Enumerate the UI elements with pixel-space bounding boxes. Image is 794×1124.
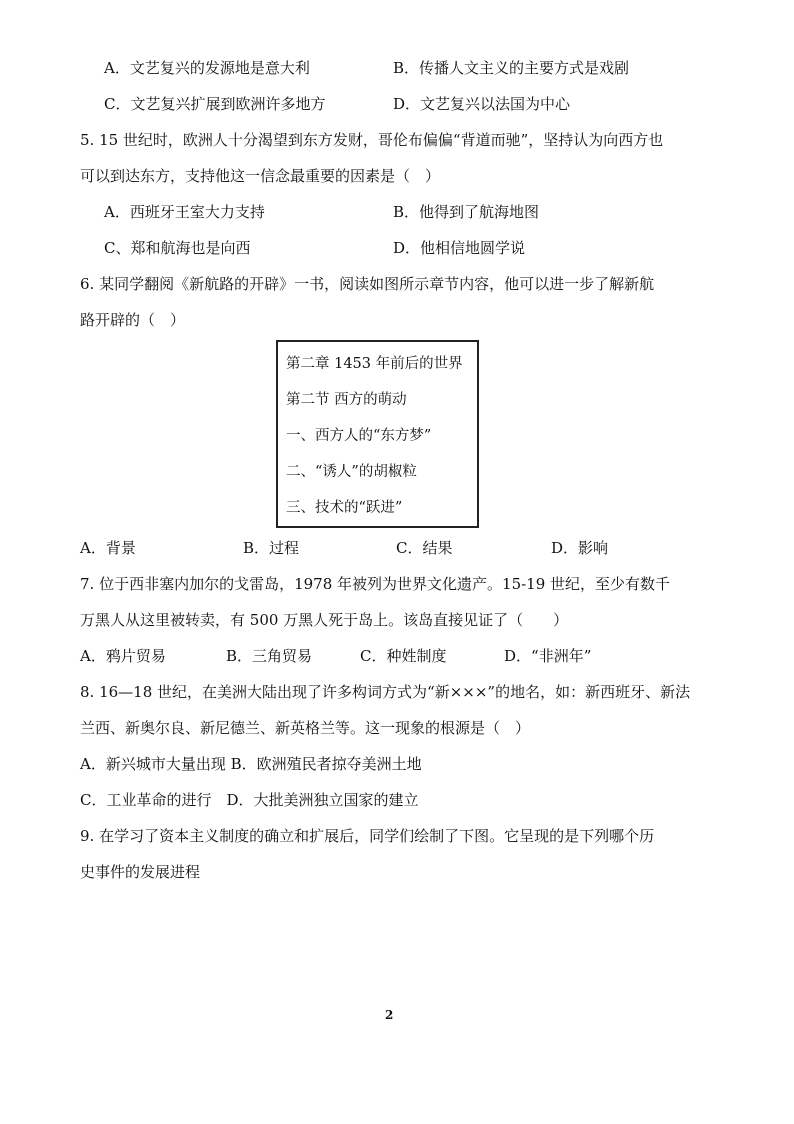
q4-option-d: D．文艺复兴以法国为中心: [393, 95, 571, 113]
q7-option-b: B．三角贸易: [226, 647, 313, 665]
q6-option-c: C．结果: [396, 539, 453, 557]
q8-options-ab: A．新兴城市大量出现 B．欧洲殖民者掠夺美洲土地: [80, 755, 422, 773]
q7-stem-line1: 7. 位于西非塞内加尔的戈雷岛，1978 年被列为世界文化遗产。15-19 世纪，至少有数千: [80, 575, 671, 593]
q4-option-a: A．文艺复兴的发源地是意大利: [104, 59, 310, 77]
q8-stem-line2: 兰西、新奥尔良、新尼德兰、新英格兰等。这一现象的根源是（ ）: [80, 719, 531, 737]
q4-option-b: B．传播人文主义的主要方式是戏剧: [393, 59, 630, 77]
q6-option-a: A．背景: [80, 539, 136, 557]
q9-stem-line1: 9. 在学习了资本主义制度的确立和扩展后，同学们绘制了下图。它呈现的是下列哪个历: [80, 827, 655, 845]
box-item-1: 一、西方人的“东方梦”: [286, 428, 432, 444]
page-number: 2: [385, 1008, 394, 1022]
q6-stem-line2: 路开辟的（ ）: [80, 311, 186, 329]
q6-stem-line1: 6. 某同学翻阅《新航路的开辟》一书，阅读如图所示章节内容，他可以进一步了解新航: [80, 275, 655, 293]
q6-option-d: D．影响: [551, 539, 609, 557]
q7-option-c: C．种姓制度: [360, 647, 447, 665]
q7-option-d: D．“非洲年”: [504, 647, 592, 665]
q4-option-c: C．文艺复兴扩展到欧洲许多地方: [104, 95, 326, 113]
q7-stem-line2: 万黑人从这里被转卖，有 500 万黑人死于岛上。该岛直接见证了（ ）: [80, 611, 569, 629]
q9-stem-line2: 史事件的发展进程: [80, 863, 201, 881]
q5-option-b: B．他得到了航海地图: [393, 203, 540, 221]
q7-option-a: A．鸦片贸易: [80, 647, 166, 665]
q8-stem-line1: 8. 16—18 世纪，在美洲大陆出现了许多构词方式为“新×××”的地名，如：新西班牙、新法: [80, 683, 691, 701]
q8-options-cd: C．工业革命的进行 D．大批美洲独立国家的建立: [80, 791, 419, 809]
q5-stem-line2: 可以到达东方，支持他这一信念最重要的因素是（ ）: [80, 167, 441, 185]
box-item-3: 三、技术的“跃进”: [286, 500, 403, 516]
q5-option-d: D．他相信地圆学说: [393, 239, 526, 257]
q6-option-b: B．过程: [243, 539, 300, 557]
chapter-contents-box: [276, 340, 479, 528]
box-item-2: 二、“诱人”的胡椒粒: [286, 464, 417, 480]
q5-stem-line1: 5. 15 世纪时，欧洲人十分渴望到东方发财，哥伦布偏偏“背道而驰”，坚持认为向西方也: [80, 131, 664, 149]
q5-option-a: A．西班牙王室大力支持: [104, 203, 265, 221]
box-section-title: 第二节 西方的萌动: [286, 392, 407, 408]
q5-option-c: C、郑和航海也是向西: [104, 239, 251, 257]
box-chapter-title: 第二章 1453 年前后的世界: [286, 356, 463, 372]
